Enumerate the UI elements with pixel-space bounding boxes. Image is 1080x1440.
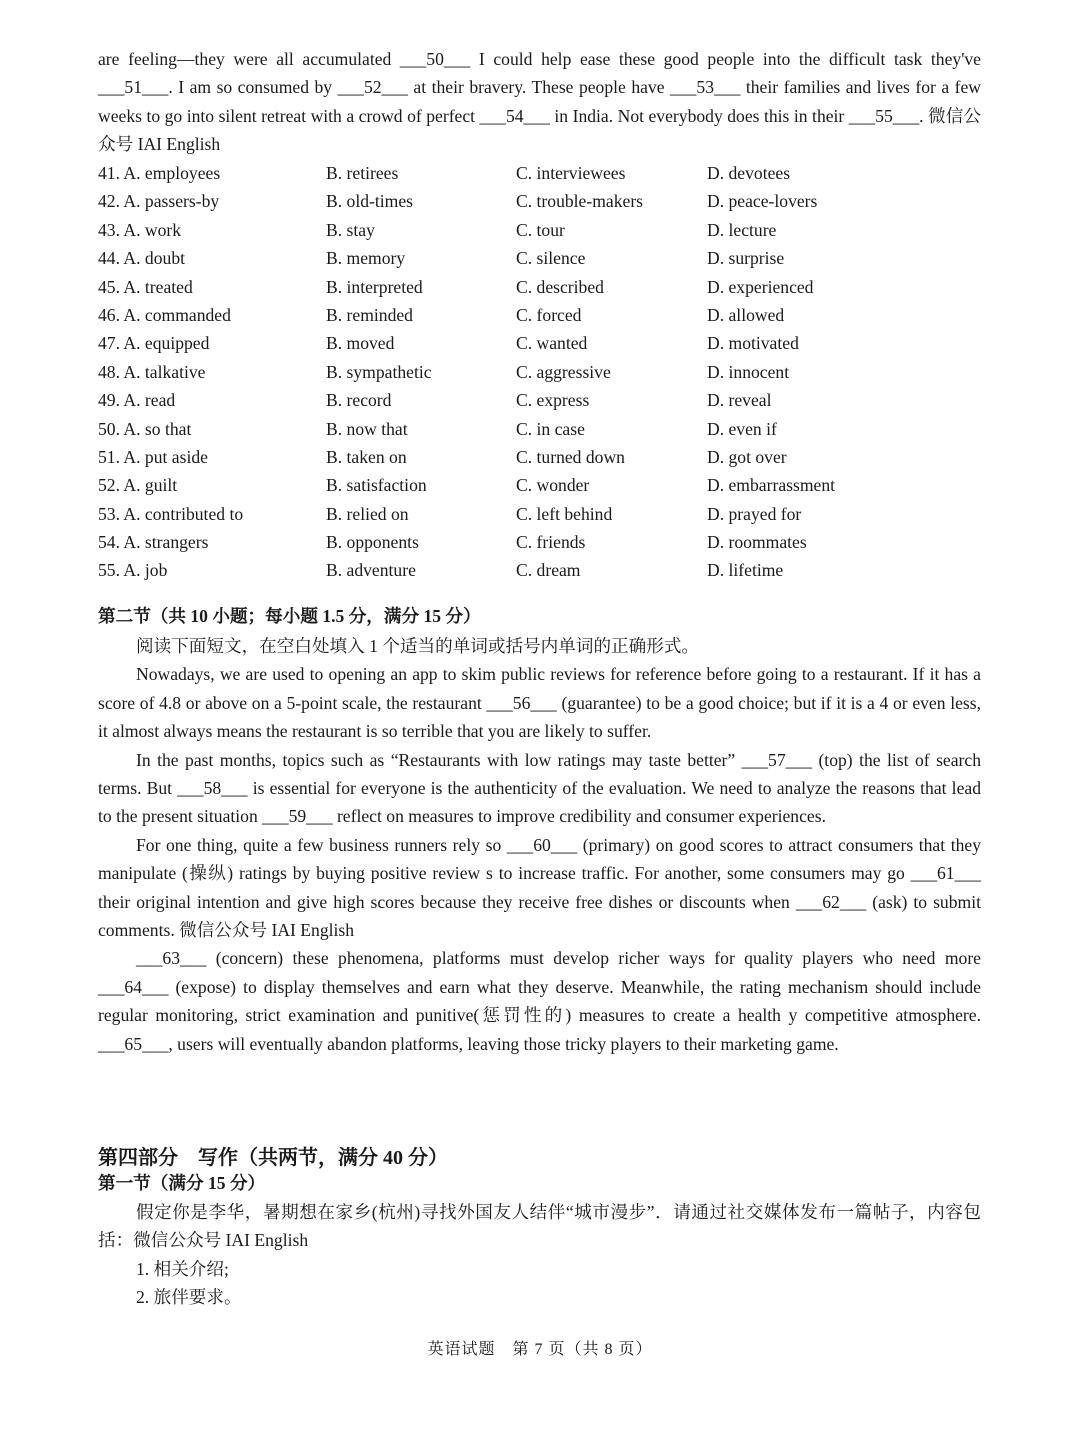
option-c: C. wonder bbox=[516, 475, 590, 496]
page-footer: 英语试题 第 7 页（共 8 页） bbox=[427, 1341, 653, 1358]
option-c: C. interviewees bbox=[516, 163, 626, 183]
option-d: D. roommates bbox=[707, 532, 807, 553]
option-b: B. sympathetic bbox=[326, 361, 432, 382]
option-d: D. embarrassment bbox=[707, 475, 836, 496]
option-d: D. got over bbox=[707, 446, 787, 467]
option-b: B. moved bbox=[326, 333, 395, 354]
section2-paragraph: For one thing, quite a few business runners rely so ___60___ (primary) on good scores to attract consumers that they manipulate (操纵) ratings by buying positive review s to increase traffic. For another, some consumers may go ___61___ their original intention and give high scores because they receive free dishes or discounts when ___62___ (ask) to submit comments. 微信公众号 IAI English bbox=[98, 834, 981, 941]
option-a: 53. A. contributed to bbox=[98, 503, 244, 524]
option-a: 52. A. guilt bbox=[98, 475, 178, 496]
option-b: B. record bbox=[326, 390, 392, 411]
option-row bbox=[98, 159, 981, 187]
option-d: D. even if bbox=[707, 418, 777, 439]
writing-item: 2. 旅伴要求。 bbox=[136, 1287, 242, 1308]
option-b: B. interpreted bbox=[326, 276, 423, 297]
option-a: 51. A. put aside bbox=[98, 446, 208, 467]
writing-prompt: 假定你是李华，暑期想在家乡(杭州)寻找外国友人结伴“城市漫步”．请通过社交媒体发布一篇帖子，内容包括：微信公众号 IAI English bbox=[98, 1202, 981, 1251]
option-a: 44. A. doubt bbox=[98, 248, 185, 269]
passage-tail-text: are feeling—they were all accumulated ___50___ I could help ease these good people into the difficult task they've ___51___. I am so consumed by ___52___ at their bravery. These people have ___53___ their families and lives for a few weeks to go into silent retreat with a crowd of perfect ___54___ in India. Not everybody does this in their ___55___. 微信公众号 IAI English bbox=[98, 49, 981, 155]
option-row bbox=[98, 556, 981, 584]
options-table bbox=[98, 159, 981, 585]
option-d: D. peace-lovers bbox=[707, 191, 818, 212]
option-row bbox=[98, 358, 981, 386]
option-row bbox=[98, 471, 981, 499]
option-row bbox=[98, 415, 981, 443]
option-a: 50. A. so that bbox=[98, 418, 192, 439]
writing-task bbox=[98, 1198, 981, 1312]
option-d: D. surprise bbox=[707, 248, 785, 269]
option-b: B. taken on bbox=[326, 446, 407, 467]
option-a: 42. A. passers-by bbox=[98, 191, 220, 212]
option-b: B. reminded bbox=[326, 304, 413, 325]
section2-paragraph: In the past months, topics such as “Restaurants with low ratings may taste better” ___57___ (top) the list of search terms. But ___58___ is essential for everyone is the authenticity of the evaluation. We need to analyze the reasons that lead to the present situation ___59___ reflect on measures to improve credibility and consumer experiences. bbox=[98, 749, 981, 827]
option-b: B. retirees bbox=[326, 163, 399, 183]
option-b: B. satisfaction bbox=[326, 475, 427, 496]
option-c: C. express bbox=[516, 390, 590, 411]
option-c: C. described bbox=[516, 276, 604, 297]
option-row bbox=[98, 528, 981, 556]
option-c: C. tour bbox=[516, 219, 565, 240]
option-a: 43. A. work bbox=[98, 219, 182, 240]
option-d: D. allowed bbox=[707, 304, 785, 325]
option-b: B. memory bbox=[326, 248, 406, 269]
option-d: D. prayed for bbox=[707, 503, 802, 524]
option-a: 47. A. equipped bbox=[98, 333, 210, 354]
part4-heading: 第四部分 写作（共两节，满分 40 分） bbox=[98, 1147, 448, 1169]
option-c: C. silence bbox=[516, 248, 586, 269]
section2-instruction: 阅读下面短文，在空白处填入 1 个适当的单词或括号内单词的正确形式。 bbox=[136, 636, 700, 656]
option-a: 45. A. treated bbox=[98, 276, 193, 297]
section2-body bbox=[98, 632, 981, 1058]
section2-paragraph: ___63___ (concern) these phenomena, platforms must develop richer ways for quality players who need more ___64___ (expose) to display themselves and earn what they deserve. Meanwhile, the rating mechanism should include regular monitoring, strict examination and punitive(惩罚性的) measures to create a health y competitive atmosphere. ___65___, users will eventually abandon platforms, leaving those tricky players to their marketing game. bbox=[98, 948, 981, 1054]
option-d: D. lifetime bbox=[707, 560, 784, 581]
option-row bbox=[98, 329, 981, 357]
option-c: C. trouble-makers bbox=[516, 191, 644, 212]
option-row bbox=[98, 500, 981, 528]
option-b: B. old-times bbox=[326, 191, 413, 212]
option-c: C. friends bbox=[516, 532, 586, 553]
option-c: C. wanted bbox=[516, 333, 588, 354]
option-b: B. adventure bbox=[326, 560, 416, 581]
option-c: C. in case bbox=[516, 418, 585, 439]
option-b: B. relied on bbox=[326, 503, 409, 524]
option-d: D. motivated bbox=[707, 333, 799, 354]
option-c: C. left behind bbox=[516, 503, 613, 524]
option-d: D. reveal bbox=[707, 390, 772, 411]
option-d: D. experienced bbox=[707, 276, 814, 297]
writing-item: 1. 相关介绍; bbox=[136, 1258, 229, 1279]
option-a: 48. A. talkative bbox=[98, 361, 206, 382]
option-d: D. devotees bbox=[707, 163, 791, 183]
option-row bbox=[98, 386, 981, 414]
option-row bbox=[98, 216, 981, 244]
option-a: 49. A. read bbox=[98, 390, 176, 411]
option-c: C. turned down bbox=[516, 446, 625, 467]
option-row bbox=[98, 187, 981, 215]
option-d: D. lecture bbox=[707, 219, 777, 240]
option-a: 54. A. strangers bbox=[98, 532, 209, 553]
option-c: C. dream bbox=[516, 560, 581, 581]
option-b: B. opponents bbox=[326, 532, 419, 553]
part4-subheading: 第一节（满分 15 分） bbox=[98, 1173, 266, 1193]
option-d: D. innocent bbox=[707, 361, 790, 382]
option-row bbox=[98, 244, 981, 272]
option-b: B. stay bbox=[326, 219, 375, 240]
option-c: C. aggressive bbox=[516, 361, 611, 382]
option-row bbox=[98, 301, 981, 329]
option-a: 46. A. commanded bbox=[98, 304, 231, 325]
section2-paragraph: Nowadays, we are used to opening an app to skim public reviews for reference before going to a restaurant. If it has a score of 4.8 or above on a 5-point scale, the restaurant ___56___ (guarantee) to be a good choice; but if it is a 4 or even less, it almost always means the restaurant is so terrible that you are likely to suffer. bbox=[98, 664, 981, 742]
passage-tail bbox=[98, 45, 981, 159]
option-row bbox=[98, 443, 981, 471]
option-row bbox=[98, 273, 981, 301]
option-c: C. forced bbox=[516, 304, 582, 325]
option-a: 41. A. employees bbox=[98, 163, 221, 183]
section2-heading: 第二节（共 10 小题；每小题 1.5 分，满分 15 分） bbox=[98, 606, 481, 626]
option-b: B. now that bbox=[326, 418, 408, 439]
option-a: 55. A. job bbox=[98, 560, 168, 581]
